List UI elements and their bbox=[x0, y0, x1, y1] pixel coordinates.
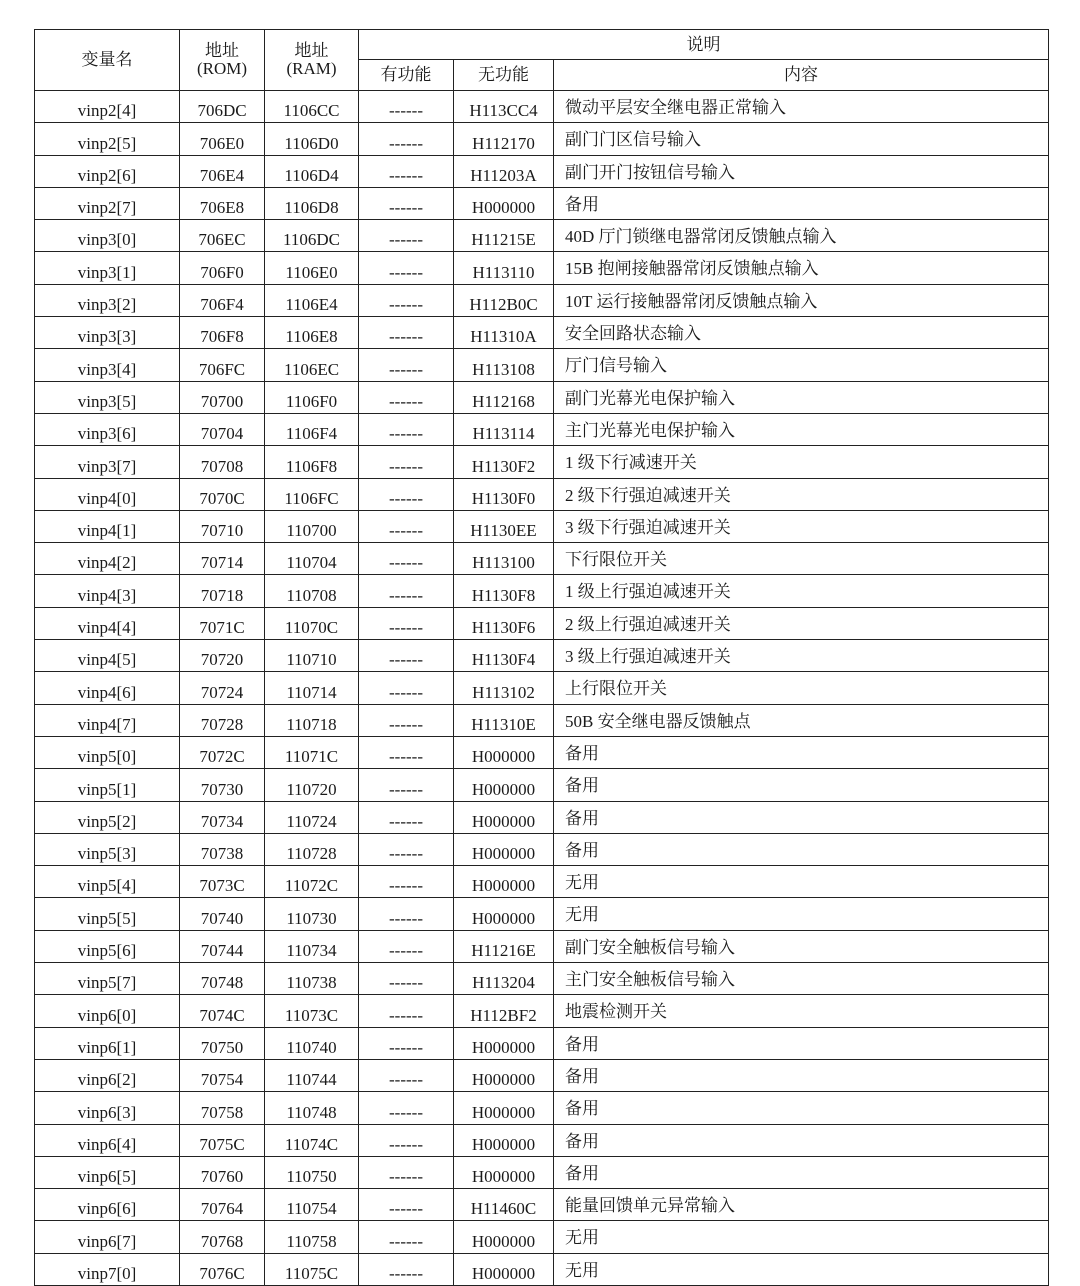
cell-addr-ram: 110754 bbox=[265, 1189, 359, 1221]
cell-content: 备用 bbox=[554, 769, 1049, 801]
cell-var-name: vinp6[5] bbox=[35, 1156, 180, 1188]
cell-addr-rom: 70744 bbox=[180, 930, 265, 962]
cell-addr-rom: 70754 bbox=[180, 1059, 265, 1091]
cell-var-name: vinp3[4] bbox=[35, 349, 180, 381]
cell-has-func: ------ bbox=[359, 1221, 454, 1253]
cell-no-func: H1130EE bbox=[454, 510, 554, 542]
cell-var-name: vinp2[6] bbox=[35, 155, 180, 187]
cell-addr-rom: 70758 bbox=[180, 1092, 265, 1124]
cell-has-func: ------ bbox=[359, 704, 454, 736]
cell-content: 3 级下行强迫减速开关 bbox=[554, 510, 1049, 542]
cell-addr-rom: 70720 bbox=[180, 640, 265, 672]
cell-content: 15B 抱闸接触器常闭反馈触点输入 bbox=[554, 252, 1049, 284]
table-row bbox=[35, 155, 1049, 187]
cell-var-name: vinp6[0] bbox=[35, 995, 180, 1027]
cell-has-func: ------ bbox=[359, 284, 454, 316]
cell-addr-rom: 70730 bbox=[180, 769, 265, 801]
cell-no-func: H113102 bbox=[454, 672, 554, 704]
table-row bbox=[35, 995, 1049, 1027]
cell-no-func: H113CC4 bbox=[454, 91, 554, 123]
cell-var-name: vinp2[7] bbox=[35, 187, 180, 219]
cell-has-func: ------ bbox=[359, 220, 454, 252]
cell-content: 地震检测开关 bbox=[554, 995, 1049, 1027]
cell-has-func: ------ bbox=[359, 1253, 454, 1285]
cell-no-func: H000000 bbox=[454, 1253, 554, 1285]
cell-content: 主门光幕光电保护输入 bbox=[554, 413, 1049, 445]
cell-addr-ram: 110700 bbox=[265, 510, 359, 542]
cell-has-func: ------ bbox=[359, 607, 454, 639]
cell-var-name: vinp4[4] bbox=[35, 607, 180, 639]
cell-content: 主门安全触板信号输入 bbox=[554, 963, 1049, 995]
cell-addr-ram: 11075C bbox=[265, 1253, 359, 1285]
cell-var-name: vinp5[1] bbox=[35, 769, 180, 801]
cell-no-func: H1130F0 bbox=[454, 478, 554, 510]
table-row bbox=[35, 1156, 1049, 1188]
table-row bbox=[35, 252, 1049, 284]
cell-addr-ram: 1106F8 bbox=[265, 446, 359, 478]
cell-no-func: H000000 bbox=[454, 187, 554, 219]
cell-addr-ram: 110744 bbox=[265, 1059, 359, 1091]
cell-var-name: vinp3[0] bbox=[35, 220, 180, 252]
cell-no-func: H112170 bbox=[454, 123, 554, 155]
cell-no-func: H113204 bbox=[454, 963, 554, 995]
table-row bbox=[35, 91, 1049, 123]
cell-var-name: vinp6[6] bbox=[35, 1189, 180, 1221]
table-row bbox=[35, 1253, 1049, 1285]
cell-addr-rom: 706EC bbox=[180, 220, 265, 252]
cell-var-name: vinp4[0] bbox=[35, 478, 180, 510]
cell-has-func: ------ bbox=[359, 1156, 454, 1188]
cell-var-name: vinp2[4] bbox=[35, 91, 180, 123]
cell-var-name: vinp3[3] bbox=[35, 317, 180, 349]
cell-var-name: vinp5[7] bbox=[35, 963, 180, 995]
cell-addr-ram: 1106F0 bbox=[265, 381, 359, 413]
table-body bbox=[35, 91, 1049, 1286]
cell-no-func: H1130F4 bbox=[454, 640, 554, 672]
table-row bbox=[35, 1221, 1049, 1253]
header-addr-rom bbox=[180, 30, 265, 91]
cell-content: 10T 运行接触器常闭反馈触点输入 bbox=[554, 284, 1049, 316]
cell-has-func: ------ bbox=[359, 898, 454, 930]
table-row bbox=[35, 446, 1049, 478]
cell-no-func: H112BF2 bbox=[454, 995, 554, 1027]
cell-addr-rom: 7076C bbox=[180, 1253, 265, 1285]
cell-has-func: ------ bbox=[359, 866, 454, 898]
cell-no-func: H000000 bbox=[454, 736, 554, 768]
cell-no-func: H1130F8 bbox=[454, 575, 554, 607]
cell-has-func: ------ bbox=[359, 833, 454, 865]
cell-addr-ram: 110720 bbox=[265, 769, 359, 801]
cell-content: 副门安全触板信号输入 bbox=[554, 930, 1049, 962]
cell-addr-ram: 11074C bbox=[265, 1124, 359, 1156]
cell-var-name: vinp6[4] bbox=[35, 1124, 180, 1156]
cell-has-func: ------ bbox=[359, 575, 454, 607]
cell-addr-rom: 70740 bbox=[180, 898, 265, 930]
cell-no-func: H113108 bbox=[454, 349, 554, 381]
cell-addr-ram: 110734 bbox=[265, 930, 359, 962]
cell-no-func: H000000 bbox=[454, 769, 554, 801]
cell-addr-ram: 11070C bbox=[265, 607, 359, 639]
cell-addr-rom: 706E4 bbox=[180, 155, 265, 187]
cell-addr-ram: 1106E8 bbox=[265, 317, 359, 349]
cell-addr-rom: 70714 bbox=[180, 543, 265, 575]
cell-no-func: H113114 bbox=[454, 413, 554, 445]
table-row bbox=[35, 963, 1049, 995]
table-row bbox=[35, 575, 1049, 607]
cell-var-name: vinp5[5] bbox=[35, 898, 180, 930]
cell-no-func: H11216E bbox=[454, 930, 554, 962]
table-row bbox=[35, 349, 1049, 381]
cell-var-name: vinp5[3] bbox=[35, 833, 180, 865]
table-row bbox=[35, 1124, 1049, 1156]
cell-addr-ram: 1106E4 bbox=[265, 284, 359, 316]
cell-addr-rom: 70748 bbox=[180, 963, 265, 995]
cell-addr-rom: 706F0 bbox=[180, 252, 265, 284]
cell-addr-rom: 70700 bbox=[180, 381, 265, 413]
cell-content: 备用 bbox=[554, 1124, 1049, 1156]
cell-addr-rom: 706E8 bbox=[180, 187, 265, 219]
cell-var-name: vinp5[2] bbox=[35, 801, 180, 833]
cell-content: 备用 bbox=[554, 801, 1049, 833]
cell-addr-rom: 7074C bbox=[180, 995, 265, 1027]
cell-addr-ram: 110704 bbox=[265, 543, 359, 575]
cell-addr-ram: 110728 bbox=[265, 833, 359, 865]
table-row bbox=[35, 123, 1049, 155]
table-row bbox=[35, 220, 1049, 252]
cell-has-func: ------ bbox=[359, 1189, 454, 1221]
cell-has-func: ------ bbox=[359, 123, 454, 155]
table-row bbox=[35, 1059, 1049, 1091]
cell-addr-ram: 1106D0 bbox=[265, 123, 359, 155]
cell-content: 备用 bbox=[554, 1059, 1049, 1091]
cell-no-func: H000000 bbox=[454, 1027, 554, 1059]
table-row bbox=[35, 704, 1049, 736]
cell-addr-rom: 70760 bbox=[180, 1156, 265, 1188]
table-row bbox=[35, 478, 1049, 510]
cell-no-func: H11310A bbox=[454, 317, 554, 349]
header-var-name: 变量名 bbox=[35, 30, 180, 91]
cell-var-name: vinp4[3] bbox=[35, 575, 180, 607]
cell-has-func: ------ bbox=[359, 995, 454, 1027]
cell-has-func: ------ bbox=[359, 349, 454, 381]
cell-content: 厅门信号输入 bbox=[554, 349, 1049, 381]
cell-var-name: vinp4[1] bbox=[35, 510, 180, 542]
cell-has-func: ------ bbox=[359, 413, 454, 445]
cell-addr-ram: 110714 bbox=[265, 672, 359, 704]
cell-has-func: ------ bbox=[359, 155, 454, 187]
header-explain: 说明 bbox=[359, 30, 1049, 60]
cell-has-func: ------ bbox=[359, 543, 454, 575]
cell-content: 备用 bbox=[554, 736, 1049, 768]
cell-var-name: vinp5[6] bbox=[35, 930, 180, 962]
cell-var-name: vinp7[0] bbox=[35, 1253, 180, 1285]
cell-addr-ram: 110750 bbox=[265, 1156, 359, 1188]
cell-content: 50B 安全继电器反馈触点 bbox=[554, 704, 1049, 736]
cell-addr-ram: 1106DC bbox=[265, 220, 359, 252]
cell-no-func: H112B0C bbox=[454, 284, 554, 316]
cell-addr-rom: 70734 bbox=[180, 801, 265, 833]
cell-no-func: H000000 bbox=[454, 898, 554, 930]
cell-addr-rom: 7072C bbox=[180, 736, 265, 768]
cell-addr-ram: 110758 bbox=[265, 1221, 359, 1253]
cell-addr-ram: 110710 bbox=[265, 640, 359, 672]
cell-no-func: H000000 bbox=[454, 1124, 554, 1156]
table-row bbox=[35, 930, 1049, 962]
cell-addr-ram: 110724 bbox=[265, 801, 359, 833]
cell-no-func: H000000 bbox=[454, 833, 554, 865]
header-addr-rom-label: 地址 bbox=[205, 41, 239, 60]
cell-var-name: vinp4[7] bbox=[35, 704, 180, 736]
cell-has-func: ------ bbox=[359, 381, 454, 413]
cell-content: 副门光幕光电保护输入 bbox=[554, 381, 1049, 413]
cell-addr-rom: 70728 bbox=[180, 704, 265, 736]
cell-content: 上行限位开关 bbox=[554, 672, 1049, 704]
cell-var-name: vinp3[2] bbox=[35, 284, 180, 316]
cell-no-func: H11215E bbox=[454, 220, 554, 252]
cell-has-func: ------ bbox=[359, 769, 454, 801]
cell-var-name: vinp4[6] bbox=[35, 672, 180, 704]
table-row bbox=[35, 833, 1049, 865]
cell-addr-ram: 1106CC bbox=[265, 91, 359, 123]
cell-addr-rom: 70768 bbox=[180, 1221, 265, 1253]
cell-addr-ram: 1106D8 bbox=[265, 187, 359, 219]
table-row bbox=[35, 769, 1049, 801]
cell-no-func: H000000 bbox=[454, 866, 554, 898]
cell-has-func: ------ bbox=[359, 640, 454, 672]
cell-has-func: ------ bbox=[359, 672, 454, 704]
cell-addr-rom: 70718 bbox=[180, 575, 265, 607]
cell-addr-rom: 70708 bbox=[180, 446, 265, 478]
cell-content: 无用 bbox=[554, 866, 1049, 898]
cell-content: 备用 bbox=[554, 1092, 1049, 1124]
cell-no-func: H000000 bbox=[454, 801, 554, 833]
cell-addr-rom: 706E0 bbox=[180, 123, 265, 155]
cell-var-name: vinp4[5] bbox=[35, 640, 180, 672]
table-row bbox=[35, 801, 1049, 833]
cell-var-name: vinp4[2] bbox=[35, 543, 180, 575]
cell-no-func: H000000 bbox=[454, 1221, 554, 1253]
cell-addr-ram: 11073C bbox=[265, 995, 359, 1027]
table-row bbox=[35, 543, 1049, 575]
cell-content: 能量回馈单元异常输入 bbox=[554, 1189, 1049, 1221]
table-row bbox=[35, 607, 1049, 639]
cell-has-func: ------ bbox=[359, 187, 454, 219]
cell-content: 无用 bbox=[554, 1253, 1049, 1285]
cell-addr-ram: 1106E0 bbox=[265, 252, 359, 284]
cell-var-name: vinp6[2] bbox=[35, 1059, 180, 1091]
cell-var-name: vinp6[7] bbox=[35, 1221, 180, 1253]
cell-addr-ram: 1106EC bbox=[265, 349, 359, 381]
cell-content: 1 级下行减速开关 bbox=[554, 446, 1049, 478]
table-row bbox=[35, 317, 1049, 349]
cell-var-name: vinp3[1] bbox=[35, 252, 180, 284]
header-no-func: 无功能 bbox=[454, 60, 554, 91]
cell-content: 备用 bbox=[554, 833, 1049, 865]
header-row-top bbox=[35, 30, 1049, 60]
table-row bbox=[35, 672, 1049, 704]
cell-var-name: vinp6[3] bbox=[35, 1092, 180, 1124]
cell-addr-rom: 706FC bbox=[180, 349, 265, 381]
cell-has-func: ------ bbox=[359, 1092, 454, 1124]
cell-content: 1 级上行强迫减速开关 bbox=[554, 575, 1049, 607]
cell-content: 2 级下行强迫减速开关 bbox=[554, 478, 1049, 510]
cell-no-func: H000000 bbox=[454, 1059, 554, 1091]
cell-content: 微动平层安全继电器正常输入 bbox=[554, 91, 1049, 123]
cell-no-func: H000000 bbox=[454, 1092, 554, 1124]
cell-has-func: ------ bbox=[359, 1124, 454, 1156]
cell-content: 下行限位开关 bbox=[554, 543, 1049, 575]
cell-has-func: ------ bbox=[359, 736, 454, 768]
cell-content: 副门门区信号输入 bbox=[554, 123, 1049, 155]
cell-no-func: H112168 bbox=[454, 381, 554, 413]
cell-no-func: H11460C bbox=[454, 1189, 554, 1221]
cell-no-func: H1130F6 bbox=[454, 607, 554, 639]
header-addr-ram bbox=[265, 30, 359, 91]
cell-no-func: H1130F2 bbox=[454, 446, 554, 478]
cell-has-func: ------ bbox=[359, 478, 454, 510]
cell-addr-rom: 70738 bbox=[180, 833, 265, 865]
header-has-func: 有功能 bbox=[359, 60, 454, 91]
cell-no-func: H113100 bbox=[454, 543, 554, 575]
cell-has-func: ------ bbox=[359, 1027, 454, 1059]
cell-addr-ram: 1106D4 bbox=[265, 155, 359, 187]
cell-content: 备用 bbox=[554, 187, 1049, 219]
cell-var-name: vinp5[4] bbox=[35, 866, 180, 898]
cell-addr-rom: 706F4 bbox=[180, 284, 265, 316]
cell-addr-ram: 110708 bbox=[265, 575, 359, 607]
cell-addr-ram: 110718 bbox=[265, 704, 359, 736]
cell-no-func: H11310E bbox=[454, 704, 554, 736]
table-row bbox=[35, 381, 1049, 413]
cell-no-func: H113110 bbox=[454, 252, 554, 284]
cell-has-func: ------ bbox=[359, 252, 454, 284]
cell-addr-rom: 706DC bbox=[180, 91, 265, 123]
cell-addr-ram: 110748 bbox=[265, 1092, 359, 1124]
cell-addr-rom: 70704 bbox=[180, 413, 265, 445]
table-row bbox=[35, 284, 1049, 316]
cell-content: 3 级上行强迫减速开关 bbox=[554, 640, 1049, 672]
cell-content: 备用 bbox=[554, 1156, 1049, 1188]
cell-addr-rom: 70764 bbox=[180, 1189, 265, 1221]
table-row bbox=[35, 187, 1049, 219]
cell-has-func: ------ bbox=[359, 91, 454, 123]
cell-addr-ram: 1106FC bbox=[265, 478, 359, 510]
header-content: 内容 bbox=[554, 60, 1049, 91]
cell-content: 备用 bbox=[554, 1027, 1049, 1059]
cell-has-func: ------ bbox=[359, 801, 454, 833]
table-row bbox=[35, 866, 1049, 898]
cell-var-name: vinp3[7] bbox=[35, 446, 180, 478]
header-addr-ram-label: 地址 bbox=[294, 41, 329, 60]
cell-var-name: vinp5[0] bbox=[35, 736, 180, 768]
cell-addr-ram: 11071C bbox=[265, 736, 359, 768]
variable-address-table bbox=[34, 29, 1049, 1286]
header-addr-ram-unit: (RAM) bbox=[286, 59, 337, 78]
table-row bbox=[35, 898, 1049, 930]
cell-addr-rom: 70750 bbox=[180, 1027, 265, 1059]
cell-addr-rom: 7070C bbox=[180, 478, 265, 510]
cell-addr-ram: 110738 bbox=[265, 963, 359, 995]
cell-has-func: ------ bbox=[359, 930, 454, 962]
variable-address-table-container bbox=[34, 29, 1048, 1286]
cell-content: 无用 bbox=[554, 1221, 1049, 1253]
cell-no-func: H000000 bbox=[454, 1156, 554, 1188]
table-row bbox=[35, 1027, 1049, 1059]
cell-has-func: ------ bbox=[359, 317, 454, 349]
cell-var-name: vinp3[5] bbox=[35, 381, 180, 413]
cell-addr-ram: 11072C bbox=[265, 866, 359, 898]
cell-has-func: ------ bbox=[359, 963, 454, 995]
cell-addr-rom: 7075C bbox=[180, 1124, 265, 1156]
cell-content: 副门开门按钮信号输入 bbox=[554, 155, 1049, 187]
cell-no-func: H11203A bbox=[454, 155, 554, 187]
cell-has-func: ------ bbox=[359, 1059, 454, 1091]
header-addr-rom-unit: (ROM) bbox=[196, 59, 248, 78]
table-row bbox=[35, 510, 1049, 542]
cell-has-func: ------ bbox=[359, 446, 454, 478]
cell-addr-rom: 70724 bbox=[180, 672, 265, 704]
cell-content: 安全回路状态输入 bbox=[554, 317, 1049, 349]
cell-addr-ram: 110740 bbox=[265, 1027, 359, 1059]
table-row bbox=[35, 1189, 1049, 1221]
cell-addr-rom: 706F8 bbox=[180, 317, 265, 349]
cell-addr-ram: 1106F4 bbox=[265, 413, 359, 445]
cell-addr-rom: 7071C bbox=[180, 607, 265, 639]
cell-addr-ram: 110730 bbox=[265, 898, 359, 930]
cell-content: 2 级上行强迫减速开关 bbox=[554, 607, 1049, 639]
table-row bbox=[35, 413, 1049, 445]
cell-var-name: vinp6[1] bbox=[35, 1027, 180, 1059]
table-row bbox=[35, 1092, 1049, 1124]
cell-addr-rom: 70710 bbox=[180, 510, 265, 542]
cell-has-func: ------ bbox=[359, 510, 454, 542]
cell-addr-rom: 7073C bbox=[180, 866, 265, 898]
cell-content: 无用 bbox=[554, 898, 1049, 930]
cell-var-name: vinp2[5] bbox=[35, 123, 180, 155]
table-row bbox=[35, 736, 1049, 768]
cell-var-name: vinp3[6] bbox=[35, 413, 180, 445]
cell-content: 40D 厅门锁继电器常闭反馈触点输入 bbox=[554, 220, 1049, 252]
table-row bbox=[35, 640, 1049, 672]
